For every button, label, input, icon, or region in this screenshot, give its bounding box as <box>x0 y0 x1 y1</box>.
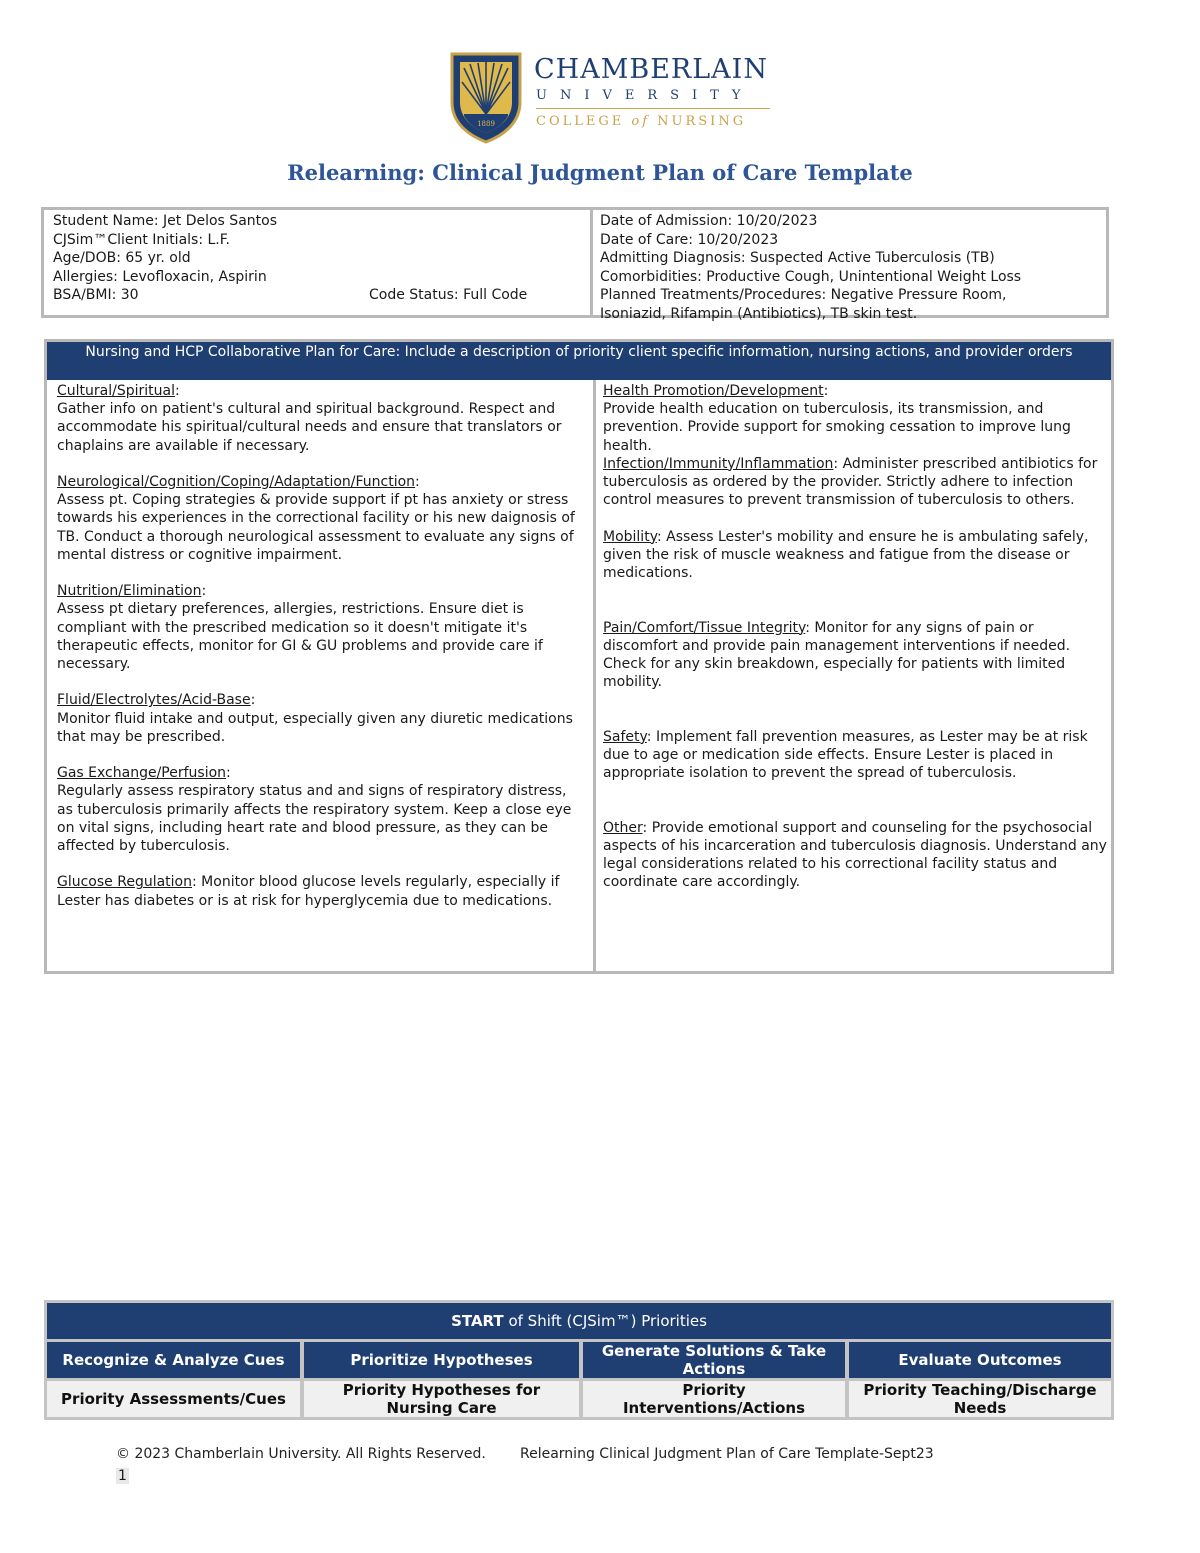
glucose-section: Glucose Regulation: Monitor blood glucose levels regularly, especially if Lester has diabetes or is at risk for hyperglycemia due to medications. <box>57 874 560 909</box>
logo-year: 1889 <box>477 120 495 128</box>
info-divider <box>590 210 593 315</box>
footer <box>116 1446 934 1462</box>
planned-treatments-cont: Isoniazid, Rifampin (Antibiotics), TB skin test. <box>600 305 918 322</box>
neuro-label: Neurological/Cognition/Coping/Adaptation/Function <box>57 474 416 490</box>
header-evaluate-outcomes: Evaluate Outcomes <box>849 1342 1111 1378</box>
client-initials: CJSim™Client Initials: L.F. <box>53 231 231 248</box>
bsa-bmi-row <box>53 286 573 305</box>
allergies: Allergies: Levofloxacin, Aspirin <box>53 268 267 285</box>
logo-university: UNIVERSITY <box>536 88 754 103</box>
health-promotion-label: Health Promotion/Development <box>603 383 824 399</box>
logo-college-prefix: COLLEGE <box>536 114 625 129</box>
fluid-label: Fluid/Electrolytes/Acid-Base <box>57 692 251 709</box>
plan-of-care-header: Nursing and HCP Collaborative Plan for Care: Include a description of priority client specific information, nursing actions, and provider orders <box>47 342 1111 380</box>
neuro-text: Assess pt. Coping strategies & provide support if pt has anxiety or stress towards his experiences in the correctional facility or his new daignosis of TB. Conduct a thorough neurological assessment to evaluate any signs of mental distress or cognitive impairment. <box>57 492 575 563</box>
header-generate-solutions: Generate Solutions & Take Actions <box>583 1342 845 1378</box>
page-number: 1 <box>118 1468 127 1484</box>
plan-right-column <box>603 382 1109 892</box>
mobility-text: Assess Lester's mobility and ensure he is ambulating safely, given the risk of muscle weakness and fatigue from the disease or medications. <box>603 528 1089 582</box>
health-promotion-text: Provide health education on tuberculosis, its transmission, and prevention. Provide support for smoking cessation to improve lung health. <box>603 401 1071 454</box>
shield-crest-icon <box>450 52 522 144</box>
glucose-text: Monitor blood glucose levels regularly, especially if Lester has diabetes or is at risk for hyperglycemia due to medications. <box>57 874 560 909</box>
priorities-title <box>47 1303 1111 1339</box>
planned-treatments: Planned Treatments/Procedures: Negative Pressure Room, <box>600 287 1007 304</box>
priority-assessments-cues: Priority Assessments/Cues <box>47 1381 300 1417</box>
priority-teaching-discharge: Priority Teaching/Discharge Needs <box>849 1381 1111 1417</box>
gas-exchange-text: Regularly assess respiratory status and and signs of respiratory distress, as tuberculosis primarily affects the respiratory system. Keep a close eye on vital signs, including heart rate and blood pressure, as they can be affected by tuberculosis. <box>57 783 572 855</box>
date-of-admission: Date of Admission: 10/20/2023 <box>600 213 818 229</box>
logo-college-suffix: NURSING <box>657 114 747 129</box>
shift-priorities-table <box>44 1300 1114 1420</box>
other-text: Provide emotional support and counseling for the psychosocial aspects of his incarceration and tuberculosis diagnosis. Understand any legal considerations related to his correctional facility status and coordinate care accordingly. <box>603 819 1107 891</box>
client-info-left <box>53 212 573 305</box>
age-dob: Age/DOB: 65 yr. old <box>53 250 191 267</box>
pain-label: Pain/Comfort/Tissue Integrity <box>603 619 806 636</box>
gas-exchange-section: Gas Exchange/Perfusion: Regularly assess respiratory status and and signs of respiratory distress, as tuberculosis primarily affects the respiratory system. Keep a close eye on vital signs, including heart rate and blood pressure, as they can be affected by tuberculosis. <box>57 765 572 855</box>
mobility-section: Mobility: Assess Lester's mobility and ensure he is ambulating safely, given the risk of muscle weakness and fatigue from the disease or medications. <box>603 528 1089 582</box>
safety-label: Safety <box>603 728 647 745</box>
priority-hypotheses: Priority Hypotheses for Nursing Care <box>304 1381 579 1417</box>
gas-exchange-label: Gas Exchange/Perfusion <box>57 765 227 782</box>
code-status: Code Status: Full Code <box>369 287 528 304</box>
health-promotion-section: Health Promotion/Development: Provide health education on tuberculosis, its transmission, and prevention. Provide support for smoking cessation to improve lung health. <box>603 383 1071 454</box>
neuro-section: Neurological/Cognition/Coping/Adaptation/Function: Assess pt. Coping strategies & provide support if pt has anxiety or stress towards his experiences in the correctional facility or his new daignosis of TB. Conduct a thorough neurological assessment to evaluate any signs of mental distress or cognitive impairment. <box>57 474 575 563</box>
footer-template-name: Relearning Clinical Judgment Plan of Care Template-Sept23 <box>520 1446 934 1462</box>
nutrition-text: Assess pt dietary preferences, allergies, restrictions. Ensure diet is compliant with the prescribed medication so it doesn't mitigate it's therapeutic effects, monitor for GI & GU problems and provide care if necessary. <box>57 601 543 673</box>
footer-copyright: © 2023 Chamberlain University. All Rights Reserved. <box>116 1446 486 1462</box>
safety-section: Safety: Implement fall prevention measures, as Lester may be at risk due to age or medication side effects. Ensure Lester is placed in appropriate isolation to prevent the spread of tuberculosis. <box>603 728 1088 782</box>
glucose-label: Glucose Regulation <box>57 874 192 891</box>
nutrition-section: Nutrition/Elimination: Assess pt dietary preferences, allergies, restrictions. Ensure diet is compliant with the prescribed medication so it doesn't mitigate it's therapeutic effects, monitor for GI & GU problems and provide care if necessary. <box>57 583 543 673</box>
plan-of-care-table <box>44 339 1114 974</box>
client-info-table <box>41 207 1109 322</box>
fluid-section: Fluid/Electrolytes/Acid-Base: Monitor fluid intake and output, especially given any diuretic medications that may be prescribed. <box>57 692 573 745</box>
header-recognize-analyze-cues: Recognize & Analyze Cues <box>47 1342 300 1378</box>
plan-left-column <box>57 382 585 910</box>
header-prioritize-hypotheses: Prioritize Hypotheses <box>304 1342 579 1378</box>
logo-college <box>536 114 746 129</box>
fluid-text: Monitor fluid intake and output, especially given any diuretic medications that may be prescribed. <box>57 710 573 745</box>
pain-text: Monitor for any signs of pain or discomfort and provide pain management interventions if needed. Check for any skin breakdown, especially for patients with limited mobility. <box>603 619 1071 691</box>
infection-section: Infection/Immunity/Inflammation: Administer prescribed antibiotics for tuberculosis as ordered by the provider. Strictly adhere to infection control measures to prevent transmission of tuberculosis to others. <box>603 455 1098 509</box>
student-name: Student Name: Jet Delos Santos <box>53 213 277 229</box>
client-info-right <box>600 212 1105 324</box>
cultural-label: Cultural/Spiritual <box>57 383 175 399</box>
logo-divider <box>536 108 770 109</box>
infection-label: Infection/Immunity/Inflammation <box>603 455 834 472</box>
other-label: Other <box>603 819 643 836</box>
priorities-title-rest: of Shift (CJSim™) Priorities <box>503 1312 707 1330</box>
safety-text: Implement fall prevention measures, as Lester may be at risk due to age or medication side effects. Ensure Lester is placed in appropriate isolation to prevent the spread of tuberculosis. <box>603 728 1088 782</box>
priority-interventions: Priority Interventions/Actions <box>583 1381 845 1417</box>
comorbidities: Comorbidities: Productive Cough, Unintentional Weight Loss <box>600 268 1022 285</box>
document-title: Relearning: Clinical Judgment Plan of Care Template <box>287 160 913 185</box>
nutrition-label: Nutrition/Elimination <box>57 583 202 600</box>
admitting-diagnosis: Admitting Diagnosis: Suspected Active Tuberculosis (TB) <box>600 250 995 267</box>
cultural-text: Gather info on patient's cultural and spiritual background. Respect and accommodate his spiritual/cultural needs and ensure that translators or chaplains are available if necessary. <box>57 401 562 454</box>
plan-divider <box>593 380 596 971</box>
infection-text: Administer prescribed antibiotics for tuberculosis as ordered by the provider. Strictly adhere to infection control measures to prevent transmission of tuberculosis to others. <box>603 455 1098 509</box>
cultural-section: Cultural/Spiritual: Gather info on patient's cultural and spiritual background. Respect and accommodate his spiritual/cultural needs and ensure that translators or chaplains are available if necessary. <box>57 383 562 454</box>
mobility-label: Mobility <box>603 528 657 545</box>
bsa-bmi: BSA/BMI: 30 <box>53 287 139 304</box>
logo-college-of: of <box>631 114 651 129</box>
chamberlain-logo <box>450 52 780 146</box>
other-section: Other: Provide emotional support and counseling for the psychosocial aspects of his incarceration and tuberculosis diagnosis. Understand any legal considerations related to his correctional facility status and coordinate care accordingly. <box>603 819 1107 891</box>
logo-name: CHAMBERLAIN <box>534 54 768 85</box>
priorities-title-start: START <box>451 1312 504 1330</box>
date-of-care: Date of Care: 10/20/2023 <box>600 231 779 248</box>
pain-section: Pain/Comfort/Tissue Integrity: Monitor for any signs of pain or discomfort and provide pain management interventions if needed. Check for any skin breakdown, especially for patients with limited mobility. <box>603 619 1071 691</box>
